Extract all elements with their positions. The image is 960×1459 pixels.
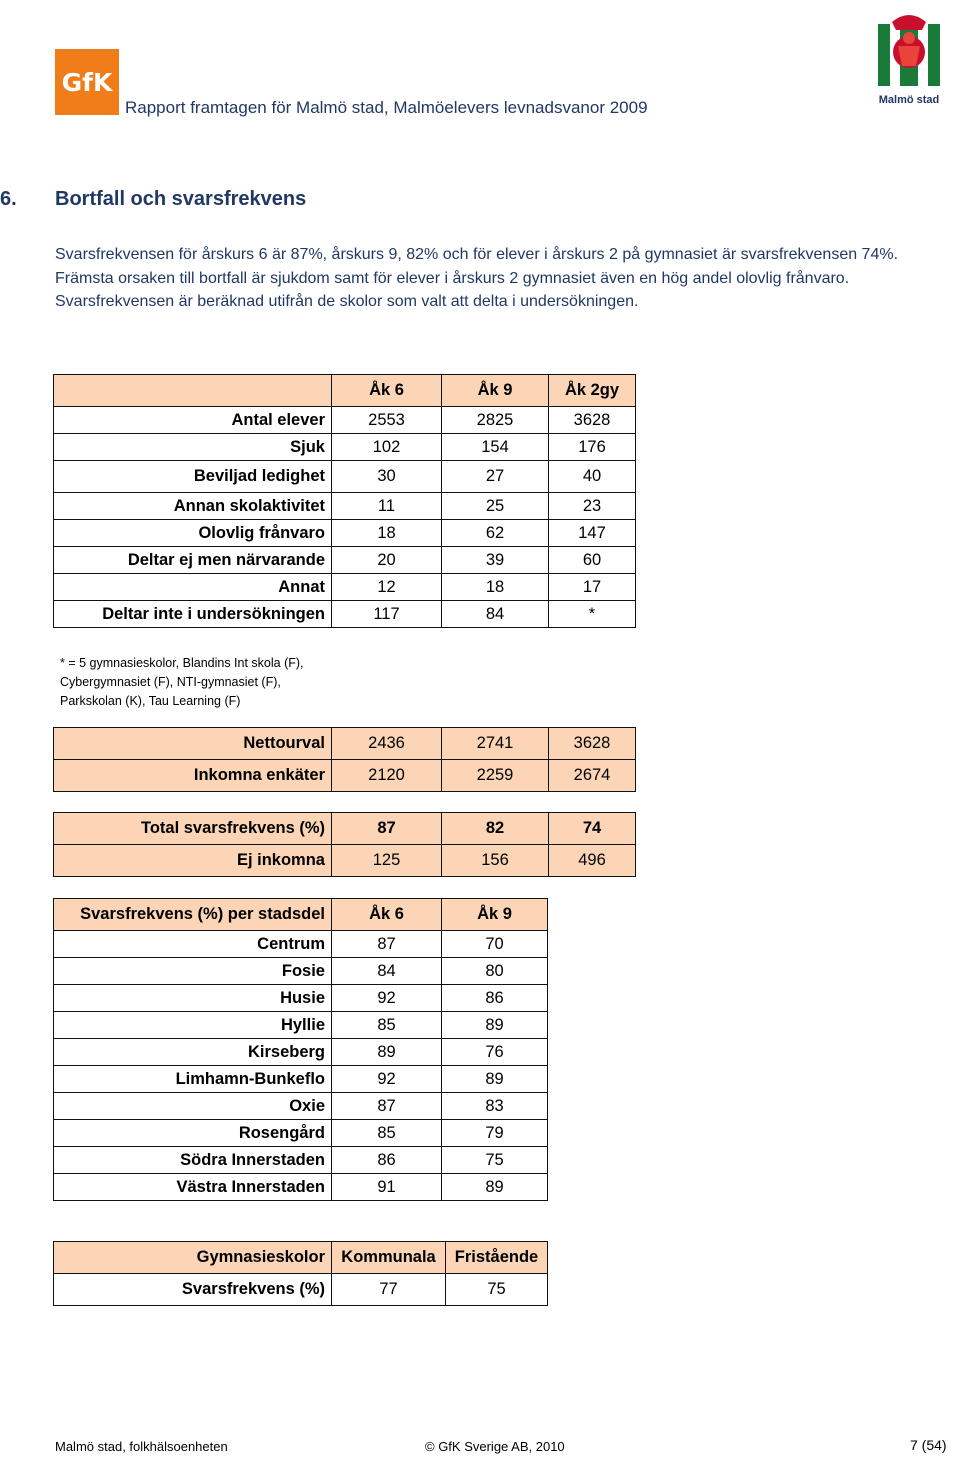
row-label: Olovlig frånvaro xyxy=(54,520,332,547)
report-header-title: Rapport framtagen för Malmö stad, Malmöelevers levnadsvanor 2009 xyxy=(125,98,648,117)
row-label: Beviljad ledighet xyxy=(54,461,332,493)
table-header-cell: Åk 6 xyxy=(332,899,442,931)
table-row xyxy=(54,1274,548,1306)
table-row xyxy=(54,760,636,792)
cell-value: 39 xyxy=(442,547,549,574)
cell-value: 89 xyxy=(442,1066,548,1093)
table-row xyxy=(54,845,636,877)
cell-value: 156 xyxy=(442,845,549,877)
footer-organisation: Malmö stad, folkhälsoenheten xyxy=(55,1439,228,1454)
table-header-cell: Åk 6 xyxy=(332,375,442,407)
table-row xyxy=(54,574,636,601)
cell-value: 79 xyxy=(442,1120,548,1147)
table-header-cell: Åk 9 xyxy=(442,375,549,407)
cell-value: 117 xyxy=(332,601,442,628)
footer-copyright: © GfK Sverige AB, 2010 xyxy=(425,1439,565,1454)
table-row xyxy=(54,461,636,493)
cell-value: 85 xyxy=(332,1012,442,1039)
row-label: Annan skolaktivitet xyxy=(54,493,332,520)
row-label: Antal elever xyxy=(54,407,332,434)
cell-value: 87 xyxy=(332,1093,442,1120)
row-label: Svarsfrekvens (%) xyxy=(54,1274,332,1306)
cell-value: 496 xyxy=(549,845,636,877)
table-header-cell: Åk 9 xyxy=(442,899,548,931)
table-row xyxy=(54,493,636,520)
cell-value: 2674 xyxy=(549,760,636,792)
row-label: Nettourval xyxy=(54,728,332,760)
cell-value: 2259 xyxy=(442,760,549,792)
cell-value: 86 xyxy=(332,1147,442,1174)
cell-value: 3628 xyxy=(549,407,636,434)
cell-value: 18 xyxy=(332,520,442,547)
cell-value: 2553 xyxy=(332,407,442,434)
row-label: Total svarsfrekvens (%) xyxy=(54,813,332,845)
cell-value: 74 xyxy=(549,813,636,845)
row-label: Kirseberg xyxy=(54,1039,332,1066)
cell-value: 84 xyxy=(332,958,442,985)
table-header-cell: Fristående xyxy=(446,1242,548,1274)
table-header-cell: Svarsfrekvens (%) per stadsdel xyxy=(54,899,332,931)
section-number: 6. xyxy=(0,188,17,210)
cell-value: 102 xyxy=(332,434,442,461)
page-number: 7 (54) xyxy=(910,1437,947,1453)
cell-value: 92 xyxy=(332,985,442,1012)
table-header-row xyxy=(54,1242,548,1274)
cell-value: 70 xyxy=(442,931,548,958)
row-label: Sjuk xyxy=(54,434,332,461)
cell-value: 80 xyxy=(442,958,548,985)
cell-value: 75 xyxy=(442,1147,548,1174)
cell-value: 18 xyxy=(442,574,549,601)
table-header-cell xyxy=(54,375,332,407)
table-row xyxy=(54,407,636,434)
cell-value: 40 xyxy=(549,461,636,493)
cell-value: 2120 xyxy=(332,760,442,792)
cell-value: 27 xyxy=(442,461,549,493)
cell-value: 25 xyxy=(442,493,549,520)
table-row xyxy=(54,520,636,547)
response-rate-table xyxy=(53,812,636,877)
cell-value: 91 xyxy=(332,1174,442,1201)
cell-value: 30 xyxy=(332,461,442,493)
cell-value: 147 xyxy=(549,520,636,547)
cell-value: 62 xyxy=(442,520,549,547)
cell-value: 86 xyxy=(442,985,548,1012)
cell-value: 60 xyxy=(549,547,636,574)
table-header-row xyxy=(54,375,636,407)
table-row xyxy=(54,985,548,1012)
cell-value: 17 xyxy=(549,574,636,601)
row-label: Husie xyxy=(54,985,332,1012)
row-label: Fosie xyxy=(54,958,332,985)
row-label: Rosengård xyxy=(54,1120,332,1147)
cell-value: 2741 xyxy=(442,728,549,760)
intro-paragraph-2: Svarsfrekvensen är beräknad utifrån de skolor som valt att delta i undersökningen. xyxy=(55,293,639,310)
section-heading xyxy=(0,188,306,211)
row-label: Hyllie xyxy=(54,1012,332,1039)
intro-text xyxy=(55,243,945,314)
table-row xyxy=(54,1120,548,1147)
cell-value: 125 xyxy=(332,845,442,877)
cell-value: 87 xyxy=(332,931,442,958)
section-title: Bortfall och svarsfrekvens xyxy=(55,188,307,210)
cell-value: 11 xyxy=(332,493,442,520)
table-row xyxy=(54,1174,548,1201)
district-table xyxy=(53,898,548,1201)
cell-value: 89 xyxy=(442,1012,548,1039)
row-label: Centrum xyxy=(54,931,332,958)
table-row xyxy=(54,1147,548,1174)
cell-value: 77 xyxy=(332,1274,446,1306)
table-header-row xyxy=(54,899,548,931)
table-row xyxy=(54,1039,548,1066)
cell-value: 76 xyxy=(442,1039,548,1066)
table-row xyxy=(54,1012,548,1039)
row-label: Södra Innerstaden xyxy=(54,1147,332,1174)
cell-value: 12 xyxy=(332,574,442,601)
row-label: Ej inkomna xyxy=(54,845,332,877)
row-label: Deltar ej men närvarande xyxy=(54,547,332,574)
cell-value: 84 xyxy=(442,601,549,628)
cell-value: 23 xyxy=(549,493,636,520)
cell-value: 85 xyxy=(332,1120,442,1147)
cell-value: 2436 xyxy=(332,728,442,760)
footnote-line: * = 5 gymnasieskolor, Blandins Int skola (F), xyxy=(60,656,304,670)
table-row xyxy=(54,931,548,958)
cell-value: 87 xyxy=(332,813,442,845)
row-label: Deltar inte i undersökningen xyxy=(54,601,332,628)
cell-value: 75 xyxy=(446,1274,548,1306)
table-row xyxy=(54,1066,548,1093)
cell-value: 154 xyxy=(442,434,549,461)
crest-label: Malmö stad xyxy=(878,94,940,106)
table-row xyxy=(54,813,636,845)
table-header-cell: Åk 2gy xyxy=(549,375,636,407)
row-label: Limhamn-Bunkeflo xyxy=(54,1066,332,1093)
footnote-line: Cybergymnasiet (F), NTI-gymnasiet (F), xyxy=(60,675,281,689)
table-header-cell: Kommunala xyxy=(332,1242,446,1274)
row-label: Annat xyxy=(54,574,332,601)
cell-value: 3628 xyxy=(549,728,636,760)
table-row xyxy=(54,958,548,985)
intro-paragraph-1: Svarsfrekvensen för årskurs 6 är 87%, årskurs 9, 82% och för elever i årskurs 2 på gymnasiet är svarsfrekvensen 74%. Främsta orsaken till bortfall är sjukdom samt för elever i årskurs 2 gymnasiet även en hög andel olovlig frånvaro. xyxy=(55,246,899,287)
cell-value: 2825 xyxy=(442,407,549,434)
sample-table xyxy=(53,727,636,792)
cell-value: * xyxy=(549,601,636,628)
row-label: Inkomna enkäter xyxy=(54,760,332,792)
cell-value: 83 xyxy=(442,1093,548,1120)
table-row xyxy=(54,728,636,760)
cell-value: 82 xyxy=(442,813,549,845)
table-header-cell: Gymnasieskolor xyxy=(54,1242,332,1274)
row-label: Västra Innerstaden xyxy=(54,1174,332,1201)
cell-value: 89 xyxy=(332,1039,442,1066)
cell-value: 20 xyxy=(332,547,442,574)
footnote-line: Parkskolan (K), Tau Learning (F) xyxy=(60,694,241,708)
row-label: Oxie xyxy=(54,1093,332,1120)
malmo-stad-crest-icon xyxy=(872,8,946,108)
table-row xyxy=(54,601,636,628)
table-row xyxy=(54,434,636,461)
upper-secondary-table xyxy=(53,1241,548,1306)
attendance-table xyxy=(53,374,636,628)
table-footnote xyxy=(60,654,390,711)
cell-value: 92 xyxy=(332,1066,442,1093)
gfk-logo: GfK xyxy=(55,49,119,115)
table-row xyxy=(54,1093,548,1120)
cell-value: 176 xyxy=(549,434,636,461)
cell-value: 89 xyxy=(442,1174,548,1201)
table-row xyxy=(54,547,636,574)
